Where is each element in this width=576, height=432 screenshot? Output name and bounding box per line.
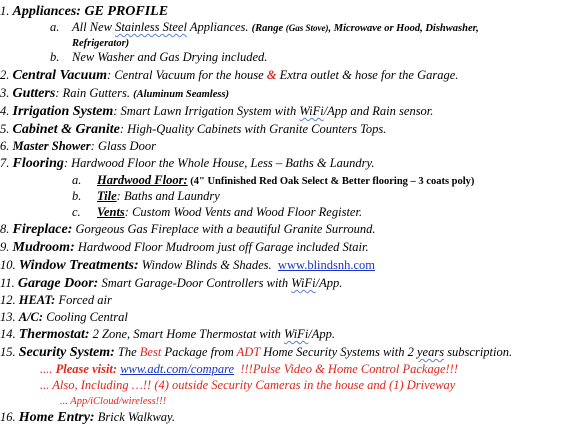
item-number: 5. [0, 122, 10, 136]
item-8 [0, 222, 375, 237]
item-number: 15. [0, 345, 16, 359]
item-5 [0, 122, 386, 137]
text: Refrigerator) [72, 38, 130, 49]
text: : Smart Lawn Irrigation System with [113, 104, 300, 118]
text: The [114, 345, 140, 359]
item-heading: Security System: [18, 345, 115, 360]
text: /App. [308, 327, 336, 341]
item-7 [0, 156, 375, 171]
item-heading: Gutters [12, 86, 56, 101]
item-heading: Fireplace: [12, 222, 73, 237]
text: Window Blinds & Shades. [138, 258, 278, 272]
item-number: 14. [0, 327, 16, 341]
item-1 [0, 4, 168, 19]
text: Best [139, 345, 162, 359]
item-7b [72, 189, 220, 204]
text: Extra outlet & hose for the Garage. [276, 68, 459, 82]
text: (Gas Stove) [285, 23, 329, 33]
text: All New [72, 20, 116, 34]
sub-label: c. [72, 205, 81, 219]
item-15-cameras [40, 378, 455, 393]
blindsnh-link[interactable]: www.blindsnh.com [277, 258, 376, 272]
text: , Microwave or Hood, Dishwasher, [328, 23, 479, 34]
text: subscription. [444, 345, 513, 359]
item-number: 13. [0, 310, 16, 324]
sub-label: b. [50, 50, 60, 64]
text: Hardwood Floor Mudroom just off Garage included Stair. [74, 240, 369, 254]
text: : Glass Door [90, 139, 156, 153]
item-10 [0, 258, 375, 273]
item-16 [0, 410, 175, 425]
text: Forced air [55, 293, 112, 307]
text: /App. [315, 276, 343, 290]
text: : Baths and Laundry [116, 189, 220, 203]
item-heading: Flooring [12, 156, 64, 171]
text: .... [40, 362, 56, 376]
item-heading: Garage Door: [17, 276, 99, 291]
text: : Custom Wood Vents and Wood Floor Register. [124, 205, 363, 219]
text: New Washer and Gas Drying included. [72, 50, 268, 64]
text: Home Security Systems with 2 [260, 345, 417, 359]
adt-compare-link[interactable]: www.adt.com/compare [120, 362, 235, 376]
text: Cooling Central [43, 310, 128, 324]
item-number: 6. [0, 139, 10, 153]
item-heading: Central Vacuum [12, 68, 108, 83]
text: ... App/iCloud/wireless!!! [60, 396, 167, 407]
item-number: 7. [0, 156, 10, 170]
item-7a [72, 173, 474, 189]
item-number: 10. [0, 258, 16, 272]
text: years [416, 345, 445, 359]
text: (Aluminum Seamless) [133, 89, 230, 100]
item-13 [0, 310, 128, 325]
item-number: 9. [0, 240, 10, 254]
item-heading: Tile [97, 189, 117, 203]
text: Brick Walkway. [94, 410, 176, 424]
item-heading: Irrigation System [12, 104, 114, 119]
item-number: 16. [0, 410, 16, 424]
item-heading: Thermostat: [18, 327, 90, 342]
text: ... Also, Including …!! (4) outside Security Cameras in the house and (1) Driveway [40, 378, 456, 392]
item-1b [50, 50, 267, 65]
item-14 [0, 327, 335, 342]
item-12 [0, 293, 112, 308]
text: Appliances. [186, 20, 252, 34]
item-number: 3. [0, 86, 10, 100]
item-heading: Cabinet & Granite [12, 122, 120, 137]
item-number: 8. [0, 222, 10, 236]
item-2 [0, 68, 458, 83]
text: Package from [161, 345, 237, 359]
text: Stainless Steel [115, 20, 187, 34]
item-number: 1. [0, 4, 10, 18]
item-number: 11. [0, 276, 15, 290]
text: Smart Garage-Door Controllers with [98, 276, 292, 290]
item-heading: A/C: [18, 310, 44, 324]
item-15-app [60, 394, 166, 409]
item-heading: Vents [97, 205, 125, 219]
item-heading: Window Treatments: [18, 258, 139, 273]
text: : High-Quality Cabinets with Granite Counters Tops. [119, 122, 387, 136]
sub-label: b. [72, 189, 82, 203]
sub-label: a. [50, 20, 60, 34]
text: /App and Rain sensor. [323, 104, 434, 118]
item-11 [0, 276, 342, 291]
text: : Rain Gutters. [55, 86, 134, 100]
text: : Central Vacuum for the house [107, 68, 267, 82]
item-15 [0, 345, 512, 360]
item-7c [72, 205, 362, 220]
item-1a [50, 20, 479, 36]
item-heading: Home Entry: [18, 410, 95, 425]
item-3 [0, 86, 229, 102]
text: !!!Pulse Video & Home Control Package!!! [234, 362, 458, 376]
item-9 [0, 240, 369, 255]
item-heading: Appliances: GE PROFILE [12, 4, 169, 19]
item-number: 4. [0, 104, 10, 118]
text: 2 Zone, Smart Home Thermostat with [89, 327, 284, 341]
item-15-visit [40, 362, 458, 377]
text: Please visit: [55, 362, 118, 376]
item-heading: Hardwood Floor: [97, 173, 188, 187]
text: : Hardwood Floor the Whole House, Less – Baths & Laundry. [63, 156, 375, 170]
item-heading: Master Shower [12, 139, 91, 153]
item-number: 2. [0, 68, 10, 82]
text: (4" Unfinished Red Oak Select & Better flooring – 3 coats poly) [187, 176, 475, 187]
item-6 [0, 139, 156, 154]
text: ADT [236, 345, 261, 359]
item-heading: HEAT: [18, 293, 56, 307]
item-1a-cont [72, 35, 129, 51]
text: Gorgeous Gas Fireplace with a beautiful Granite Surround. [72, 222, 376, 236]
text: WiFi [283, 327, 309, 341]
item-heading: Mudroom: [12, 240, 75, 255]
text: (Range [251, 23, 286, 34]
text: WiFi [291, 276, 316, 290]
text: & [266, 68, 277, 82]
item-4 [0, 104, 433, 119]
sub-label: a. [72, 173, 82, 187]
text: WiFi [299, 104, 324, 118]
item-number: 12. [0, 293, 16, 307]
